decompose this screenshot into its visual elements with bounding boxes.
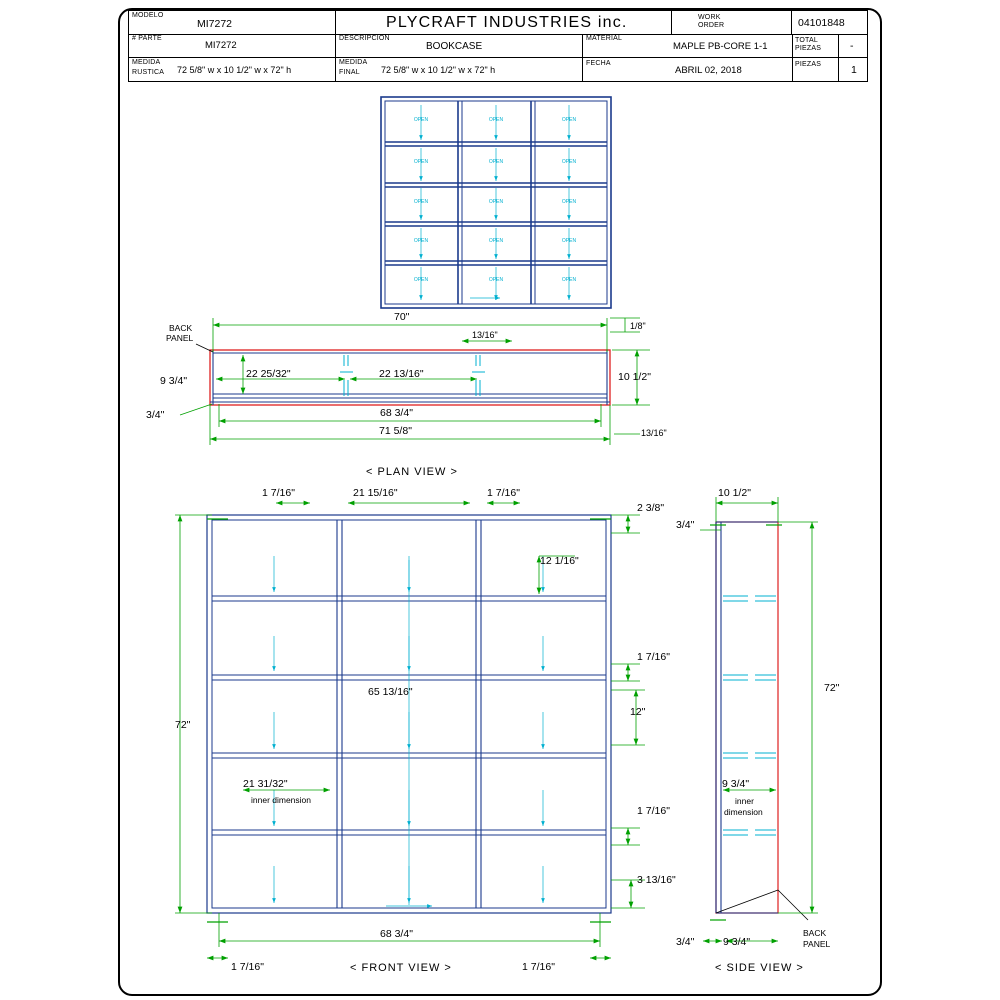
side-dim-height: 72" [824,682,840,694]
svg-text:OPEN: OPEN [488,117,504,123]
piezas-label: PIEZAS [795,61,822,68]
side-inner-note-line1: inner [735,796,754,806]
piezas-value: 1 [851,64,857,76]
svg-text:OPEN: OPEN [488,159,504,165]
modelo-label: MODELO [132,12,164,19]
total-piezas-label-line1: TOTAL [795,37,818,44]
svg-text:OPEN: OPEN [488,277,504,283]
side-view-label: < SIDE VIEW > [715,962,804,974]
medida-rustica-label-line2: RUSTICA [132,69,165,76]
side-dim-inner-depth: 9 3/4" [722,778,750,790]
front-dim-height: 72" [175,719,191,731]
front-dim-center-height: 65 13/16" [368,686,413,698]
fecha-value: ABRIL 02, 2018 [675,65,742,76]
svg-text:OPEN: OPEN [488,199,504,205]
plan-dim-eighth: 1/8" [630,321,646,331]
plan-dim-depth-overall: 10 1/2" [618,371,651,383]
plan-dim-bottom-overall: 71 5/8" [379,425,412,437]
side-dim-top-thickness: 3/4" [676,519,695,531]
front-dim-shelf-12: 12" [630,706,646,718]
material-value: MAPLE PB-CORE 1-1 [673,41,768,52]
side-dim-bottom-right: 9 3/4" [723,936,751,948]
fecha-label: FECHA [586,60,611,67]
front-view [175,503,645,958]
work-order-label-line2: ORDER [698,22,725,29]
front-dim-bottom-cap: 3 13/16" [637,874,676,886]
front-dim-top-right: 1 7/16" [487,487,520,499]
side-view [700,497,818,941]
medida-final-value: 72 5/8" w x 10 1/2" w x 72" h [381,65,496,75]
iso-view [381,97,611,308]
material-label: MATERIAL [586,35,623,42]
plan-dim-right-bay: 22 13/16" [379,368,424,380]
svg-text:OPEN: OPEN [413,199,429,205]
side-dim-depth: 10 1/2" [718,487,751,499]
plan-dim-depth-inner: 9 3/4" [160,375,188,387]
front-dim-shelf-open: 12 1/16" [540,555,579,567]
svg-text:OPEN: OPEN [561,199,577,205]
plan-dim-three-quarter: 3/4" [146,409,165,421]
plan-back-panel-label-line2: PANEL [166,333,194,343]
parte-value: MI7272 [205,40,237,51]
medida-rustica-label-line1: MEDIDA [132,59,161,66]
plan-view [180,318,650,445]
parte-label: # PARTE [132,35,162,42]
svg-text:OPEN: OPEN [561,238,577,244]
front-view-label: < FRONT VIEW > [350,962,452,974]
svg-text:OPEN: OPEN [561,159,577,165]
front-dim-bottom-left: 1 7/16" [231,961,264,973]
svg-text:OPEN: OPEN [413,277,429,283]
descripcion-label: DESCRIPCION [339,35,390,42]
front-dim-inner-width: 21 31/32" [243,778,288,790]
side-dim-bottom-left: 3/4" [676,936,695,948]
side-back-panel-label-line2: PANEL [803,939,831,949]
total-piezas-label-line2: PIEZAS [795,45,822,52]
plan-dim-left-bay: 22 25/32" [246,368,291,380]
front-dim-gap-2: 1 7/16" [637,805,670,817]
front-dim-top-mid: 21 15/16" [353,487,398,499]
side-back-panel-label-line1: BACK [803,928,827,938]
front-dim-bottom-width: 68 3/4" [380,928,413,940]
front-inner-dimension-note: inner dimension [251,795,312,805]
svg-text:OPEN: OPEN [488,238,504,244]
medida-rustica-value: 72 5/8" w x 10 1/2" w x 72" h [177,65,292,75]
svg-text:OPEN: OPEN [413,117,429,123]
side-inner-note-line2: dimension [724,807,763,817]
plan-dim-bottom-inner: 68 3/4" [380,407,413,419]
work-order-value: 04101848 [798,17,845,29]
medida-final-label-line2: FINAL [339,69,360,76]
plan-dim-overall-top: 70" [394,311,410,323]
svg-text:OPEN: OPEN [561,117,577,123]
svg-text:OPEN: OPEN [561,277,577,283]
company-title: PLYCRAFT INDUSTRIES inc. [386,14,628,31]
plan-back-panel-label-line1: BACK [169,323,193,333]
front-dim-top-cap: 2 3/8" [637,502,665,514]
work-order-label-line1: WORK [698,14,721,21]
front-dim-top-left: 1 7/16" [262,487,295,499]
svg-text:OPEN: OPEN [413,159,429,165]
total-piezas-value: - [850,40,854,52]
descripcion-value: BOOKCASE [426,41,483,52]
modelo-value: MI7272 [197,18,233,30]
plan-dim-thirteen-sixteen: 13/16" [641,428,667,438]
front-dim-bottom-right: 1 7/16" [522,961,555,973]
plan-dim-thickness-top: 13/16" [472,330,498,340]
front-dim-gap-1: 1 7/16" [637,651,670,663]
medida-final-label-line1: MEDIDA [339,59,368,66]
svg-text:OPEN: OPEN [413,238,429,244]
plan-view-label: < PLAN VIEW > [366,466,458,478]
